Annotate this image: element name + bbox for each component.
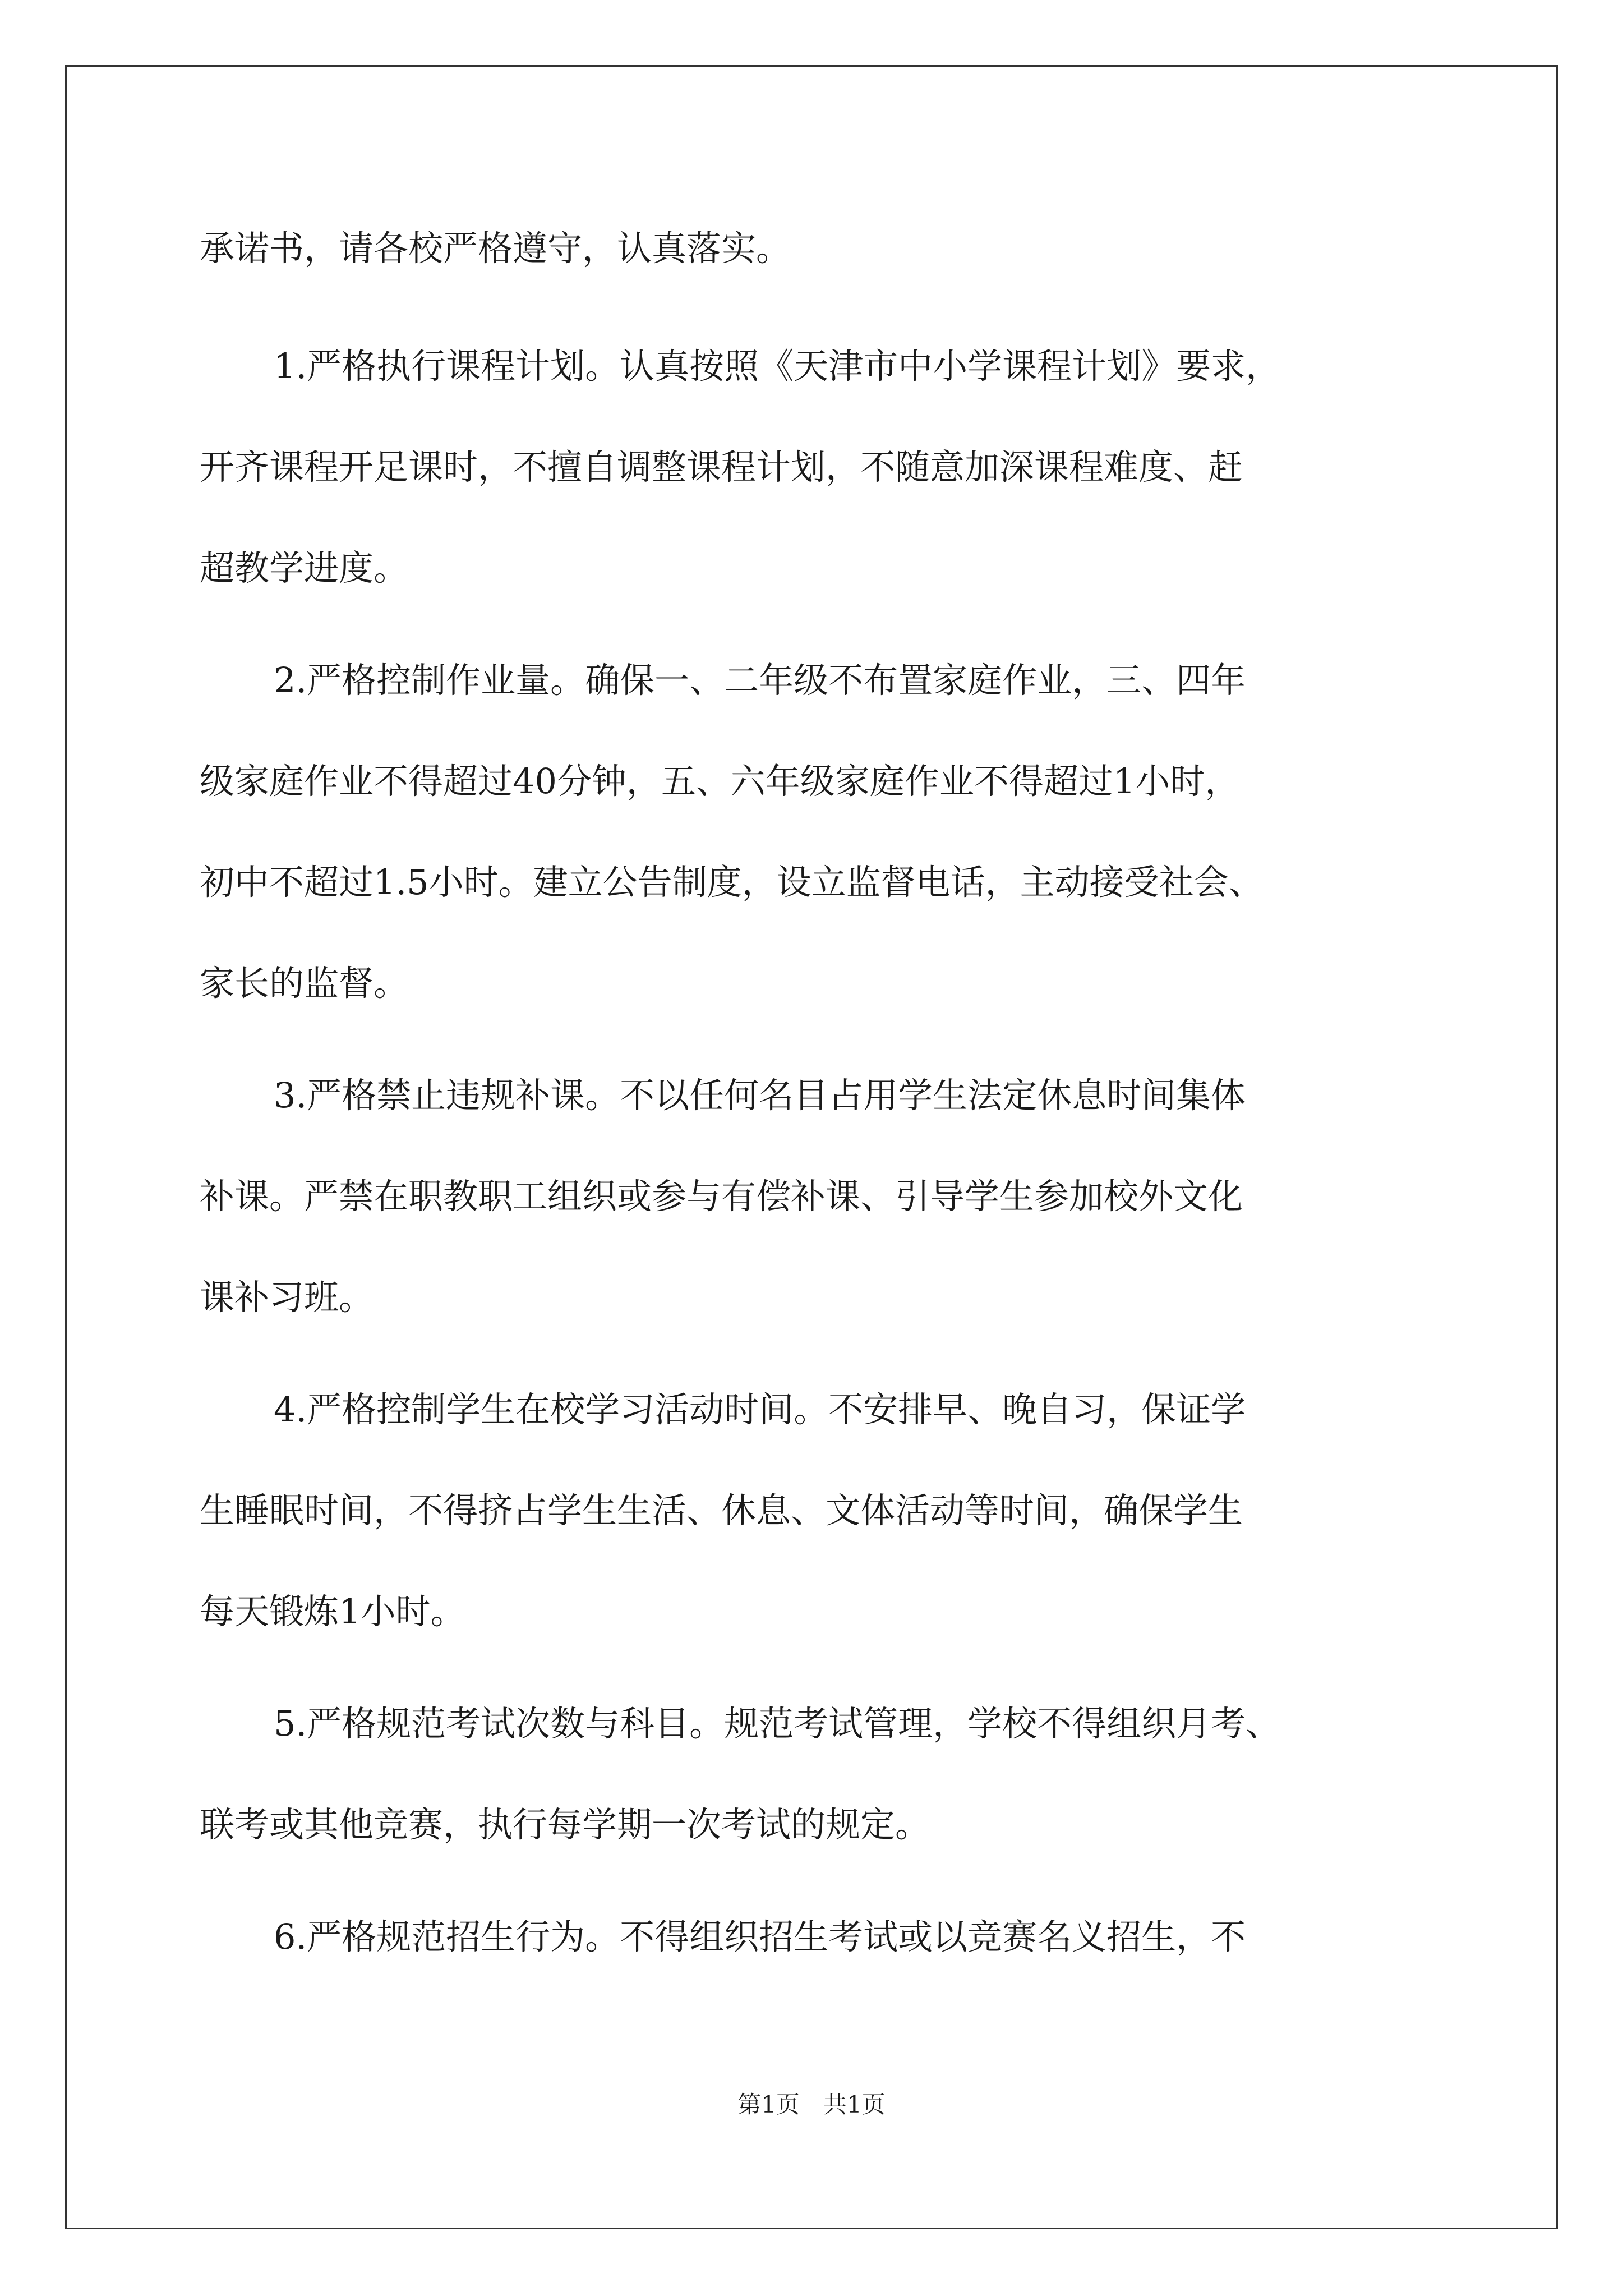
text-line: 补课。严禁在职教职工组织或参与有偿补课、引导学生参加校外文化 <box>200 1176 1243 1217</box>
text-line: 生睡眠时间，不得挤占学生生活、休息、文体活动等时间，确保学生 <box>200 1490 1243 1531</box>
text-line: 承诺书，请各校严格遵守，认真落实。 <box>200 228 791 269</box>
text-line: 6.严格规范招生行为。不得组织招生考试或以竞赛名义招生，不 <box>274 1916 1246 1957</box>
text-line: 家长的监督。 <box>200 963 409 1004</box>
text-line: 2.严格控制作业量。确保一、二年级不布置家庭作业，三、四年 <box>274 660 1246 701</box>
text-line: 超教学进度。 <box>200 547 409 588</box>
text-line: 课补习班。 <box>200 1277 374 1318</box>
text-line: 4.严格控制学生在校学习活动时间。不安排早、晚自习，保证学 <box>274 1389 1246 1430</box>
page-number-footer: 第1页 共1页 <box>737 2091 886 2118</box>
text-line: 3.严格禁止违规补课。不以任何名目占用学生法定休息时间集体 <box>274 1075 1246 1116</box>
text-line: 级家庭作业不得超过40分钟，五、六年级家庭作业不得超过1小时， <box>200 761 1240 802</box>
text-line: 每天锻炼1小时。 <box>200 1591 465 1632</box>
text-line: 联考或其他竞赛，执行每学期一次考试的规定。 <box>200 1804 930 1845</box>
text-line: 1.严格执行课程计划。认真按照《天津市中小学课程计划》要求， <box>274 346 1281 386</box>
text-line: 5.严格规范考试次数与科目。规范考试管理，学校不得组织月考、 <box>274 1703 1281 1744</box>
text-line: 开齐课程开足课时，不擅自调整课程计划，不随意加深课程难度、赶 <box>200 447 1243 487</box>
text-line: 初中不超过1.5小时。建立公告制度，设立监督电话，主动接受社会、 <box>200 862 1264 903</box>
